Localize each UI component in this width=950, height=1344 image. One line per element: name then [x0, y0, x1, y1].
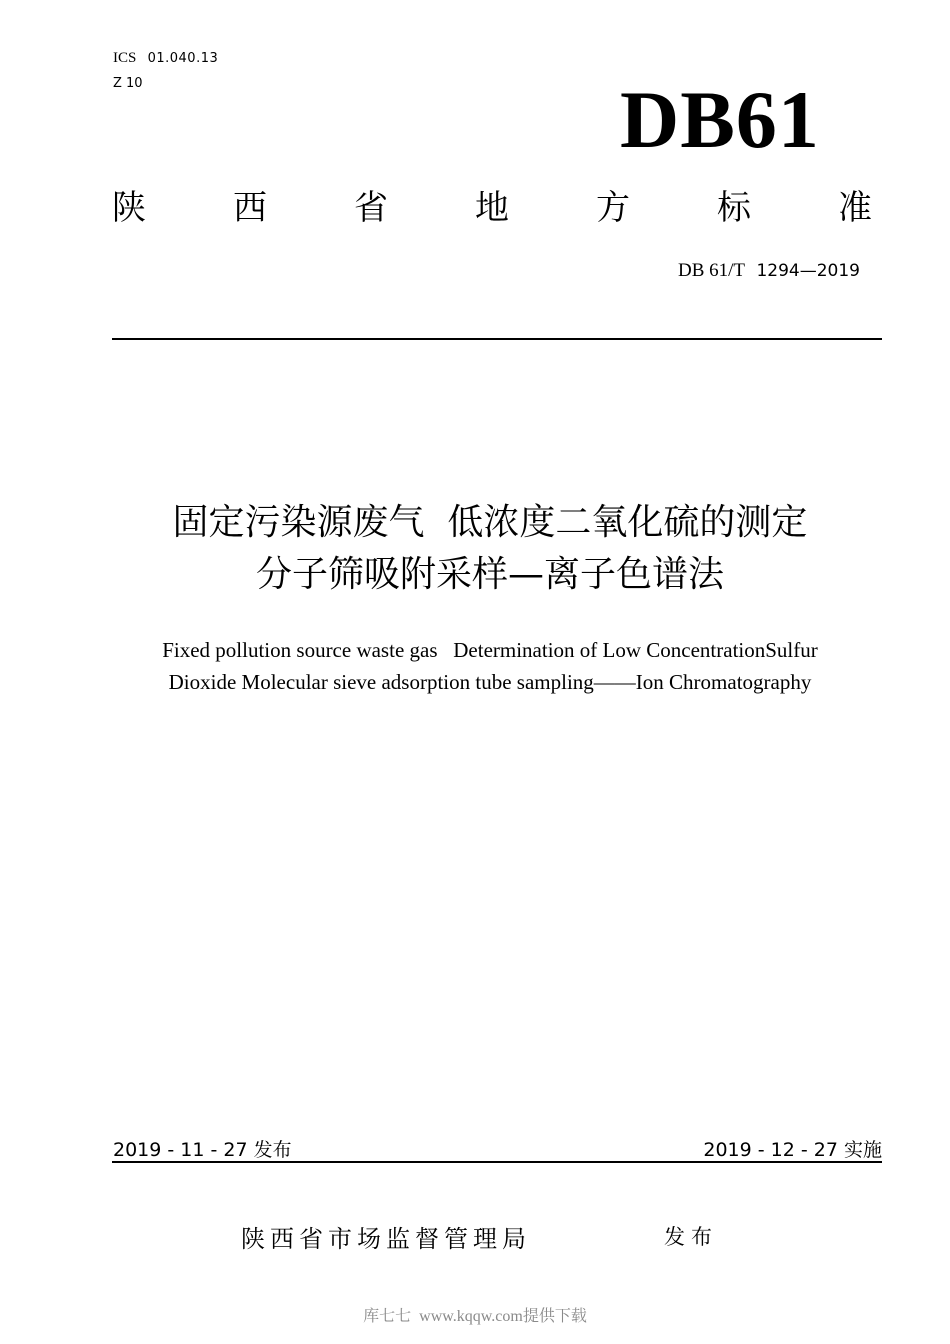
header-divider [112, 338, 882, 340]
standard-type-char: 准 [838, 188, 872, 228]
standard-type-char: 陕 [112, 188, 146, 228]
standard-type-char: 西 [233, 188, 267, 228]
issue-date: 2019 - 11 - 27 发布 [113, 1139, 292, 1161]
ics-code: 01.040.13 [147, 51, 219, 66]
standard-type-char: 省 [354, 188, 388, 228]
english-title-line-2: Dioxide Molecular sieve adsorption tube sampling——Ion Chromatography [168, 670, 812, 694]
watermark: 库七七 www.kqqw.com提供下载 [363, 1308, 587, 1325]
standard-number-prefix: DB 61/T [677, 260, 746, 281]
chinese-title-line-2: 分子筛吸附采样—离子色谱法 [255, 554, 724, 595]
english-title [0, 634, 950, 698]
category-code: Z 10 [113, 76, 143, 91]
db61-logo: DB61 [620, 74, 820, 165]
issue-label: 发布 [664, 1225, 718, 1249]
english-title-line-1: Fixed pollution source waste gas Determination of Low ConcentrationSulfur [162, 638, 818, 662]
footer-divider [112, 1161, 882, 1163]
ics-classification [113, 50, 218, 67]
standard-type-char: 地 [475, 188, 509, 228]
standard-type-char: 方 [596, 188, 630, 228]
standard-number [678, 259, 860, 283]
chinese-title [0, 497, 950, 601]
standard-type-char: 标 [717, 188, 751, 228]
chinese-title-line-1: 固定污染源废气 低浓度二氧化硫的测定 [172, 502, 808, 543]
issuing-authority: 陕西省市场监督管理局 [241, 1225, 531, 1253]
implementation-date: 2019 - 12 - 27 实施 [703, 1139, 882, 1161]
ics-label: ICS [113, 50, 137, 66]
standard-type-heading [112, 186, 872, 230]
standard-number-code: 1294—2019 [756, 261, 860, 281]
